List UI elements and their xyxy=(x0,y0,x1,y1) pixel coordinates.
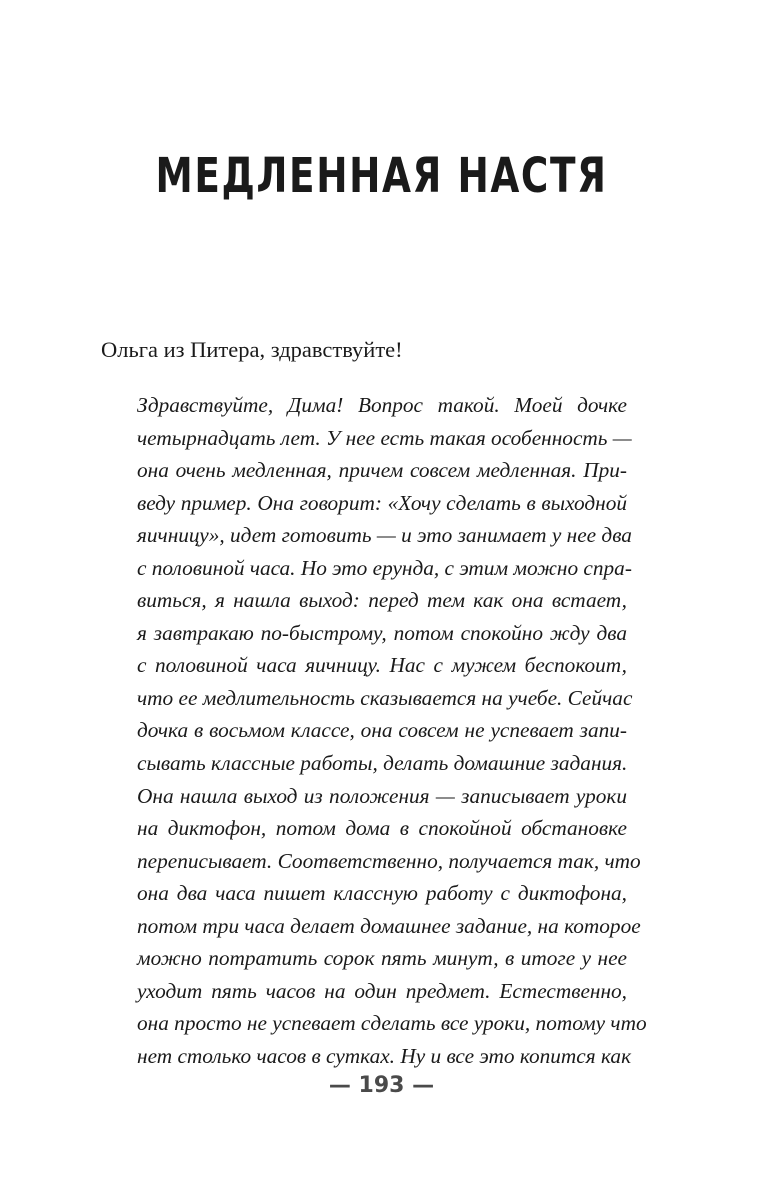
question-line: с половиной часа. Но это ерунда, с этим можно спра- xyxy=(137,555,632,580)
question-line: дочка в восьмом классе, она совсем не успевает запи- xyxy=(137,718,627,743)
question-line: она два часа пишет классную работу с диктофона, xyxy=(137,881,627,906)
question-line: яичницу», идет готовить — и это занимает у нее два xyxy=(137,523,632,548)
question-line: можно потратить сорок пять минут, в итоге у нее xyxy=(137,946,627,971)
question-paragraph xyxy=(137,389,647,1072)
page-number: — 193 — xyxy=(328,1073,435,1098)
question-line: она очень медленная, причем совсем медленная. При- xyxy=(137,458,627,483)
question-line: сывать классные работы, делать домашние задания. xyxy=(137,751,628,776)
question-line: что ее медлительность сказывается на учебе. Сейчас xyxy=(137,685,633,710)
chapter-title: МЕДЛЕННАЯ НАСТЯ xyxy=(155,148,608,204)
question-line: она просто не успевает сделать все уроки, потому что xyxy=(137,1011,647,1036)
question-line: веду пример. Она говорит: «Хочу сделать в выходной xyxy=(137,490,627,515)
question-line: нет столько часов в сутках. Ну и все это копится как xyxy=(137,1043,632,1068)
question-line: с половиной часа яичницу. Нас с мужем беспокоит, xyxy=(137,653,627,678)
question-line: на диктофон, потом дома в спокойной обстановке xyxy=(137,816,627,841)
question-line: уходит пять часов на один предмет. Естественно, xyxy=(137,978,627,1003)
question-line: Здравствуйте, Дима! Вопрос такой. Моей дочке xyxy=(137,393,627,417)
greeting-line: Ольга из Питера, здравствуйте! xyxy=(101,337,403,362)
question-line: потом три часа делает домашнее задание, на которое xyxy=(137,913,641,938)
question-line: Она нашла выход из положения — записывает уроки xyxy=(137,783,627,808)
question-line: виться, я нашла выход: перед тем как она встает, xyxy=(137,588,627,613)
question-line: четырнадцать лет. У нее есть такая особенность — xyxy=(137,425,632,450)
question-line: переписывает. Соответственно, получается так, что xyxy=(137,848,641,873)
question-line: я завтракаю по-быстрому, потом спокойно жду два xyxy=(137,620,627,645)
